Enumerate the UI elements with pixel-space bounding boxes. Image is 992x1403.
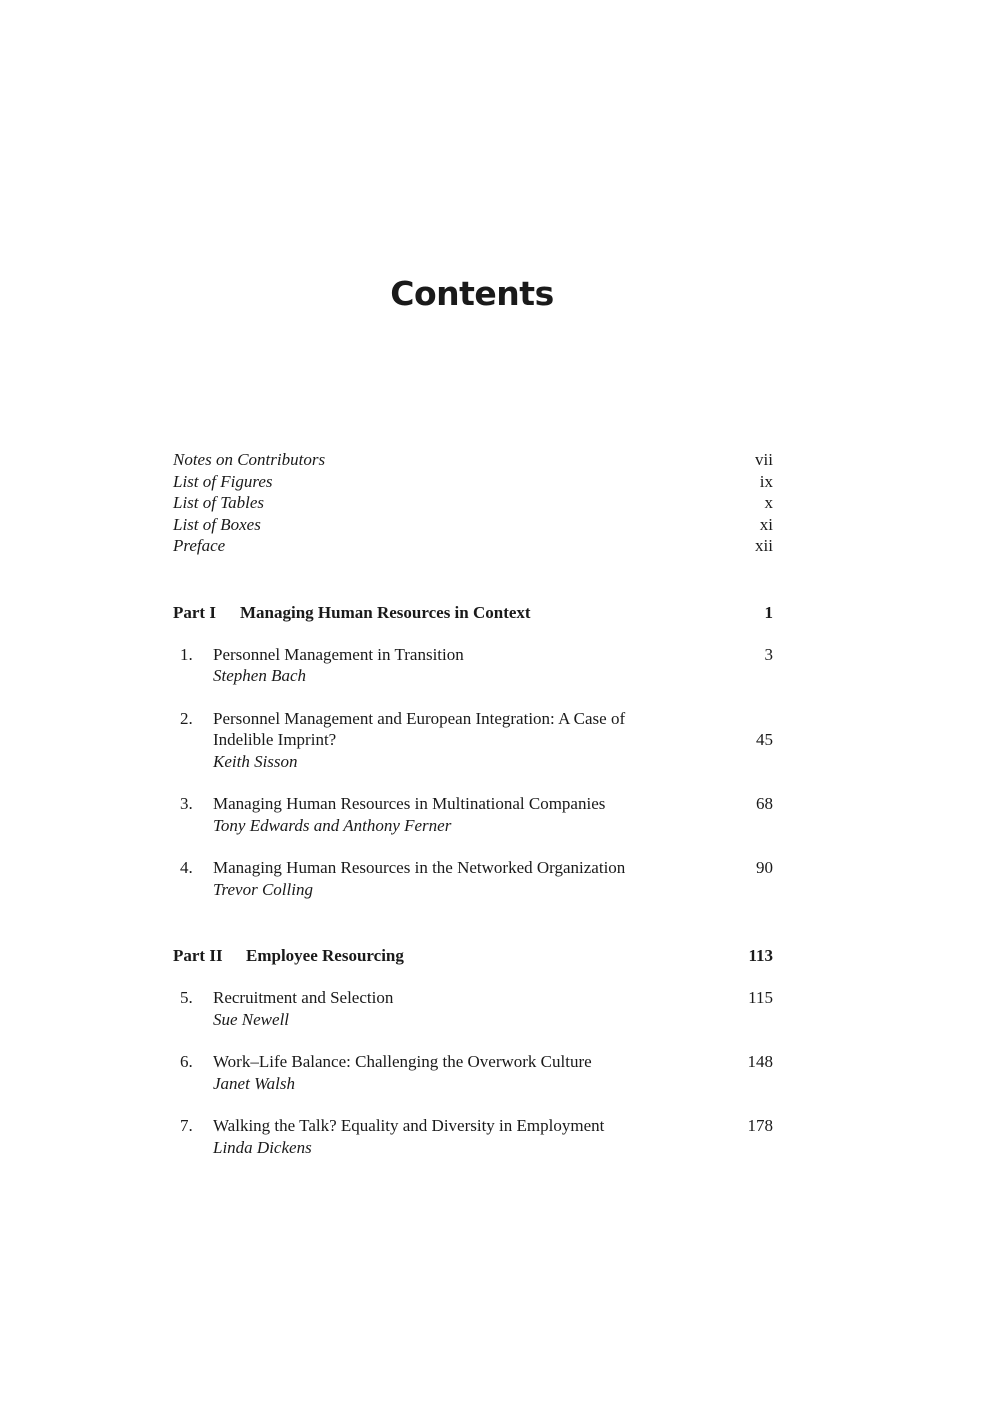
- chapter-author: Linda Dickens: [213, 1137, 312, 1157]
- front-matter-item[interactable]: [173, 449, 773, 471]
- chapter-title: Work–Life Balance: Challenging the Overwork Culture: [213, 1052, 592, 1071]
- front-matter-item[interactable]: [173, 492, 773, 514]
- front-matter-label: Preface: [173, 536, 226, 555]
- front-matter-item[interactable]: [173, 535, 773, 557]
- chapter-number: 5.: [180, 988, 193, 1007]
- chapter-page: 115: [748, 988, 773, 1007]
- part-title: Employee Resourcing: [246, 946, 404, 965]
- chapter-page: 148: [747, 1052, 773, 1071]
- chapter-entry[interactable]: [173, 857, 773, 900]
- chapter-title: Personnel Management in Transition: [213, 644, 464, 664]
- part-heading-1[interactable]: [173, 600, 773, 625]
- front-matter-label: List of Tables: [173, 493, 265, 512]
- chapter-entry[interactable]: [173, 1115, 773, 1158]
- part-page: 113: [748, 946, 773, 965]
- chapter-title: Managing Human Resources in the Networked Organization: [213, 858, 626, 877]
- chapter-number: 4.: [180, 858, 193, 877]
- chapter-entry[interactable]: [173, 987, 773, 1030]
- chapter-author: Sue Newell: [213, 1009, 290, 1029]
- front-matter-page: ix: [759, 471, 773, 491]
- front-matter-page: xi: [759, 514, 773, 534]
- chapter-entry[interactable]: [173, 1051, 773, 1094]
- part-heading-2[interactable]: [173, 943, 773, 968]
- chapter-title: Walking the Talk? Equality and Diversity in Employment: [213, 1116, 605, 1135]
- page-title: Contents: [390, 274, 554, 313]
- chapter-number: 7.: [180, 1116, 193, 1135]
- chapter-page: 178: [747, 1116, 773, 1135]
- chapter-author: Stephen Bach: [213, 666, 306, 685]
- chapter-author: Tony Edwards and Anthony Ferner: [213, 815, 452, 835]
- table-of-contents: [173, 449, 773, 1158]
- front-matter-item[interactable]: [173, 471, 773, 493]
- front-matter-item[interactable]: [173, 514, 773, 536]
- chapter-number: 1.: [180, 644, 193, 664]
- front-matter-list: [173, 449, 773, 557]
- chapter-entry[interactable]: [173, 644, 773, 687]
- chapter-page: 3: [764, 644, 773, 664]
- front-matter-page: xii: [755, 536, 773, 555]
- front-matter-label: List of Figures: [173, 471, 273, 491]
- chapter-page: 90: [756, 858, 773, 877]
- chapter-number: 6.: [180, 1052, 193, 1071]
- part-number: Part II: [173, 946, 223, 965]
- chapter-page: 45: [756, 730, 773, 749]
- chapter-title: Recruitment and Selection: [213, 988, 394, 1007]
- chapter-entry[interactable]: [173, 793, 773, 836]
- chapter-number: 3.: [180, 794, 193, 813]
- chapter-title-line: Personnel Management and European Integration: A Case of: [213, 708, 626, 728]
- chapter-title: Managing Human Resources in Multinational Companies: [213, 794, 606, 813]
- chapter-title-line: Indelible Imprint?: [213, 730, 337, 749]
- part-title: Managing Human Resources in Context: [240, 602, 531, 622]
- front-matter-label: List of Boxes: [173, 514, 261, 534]
- front-matter-page: vii: [755, 450, 773, 469]
- chapter-page: 68: [756, 794, 773, 813]
- front-matter-label: Notes on Contributors: [173, 450, 326, 469]
- part-page: 1: [764, 602, 773, 622]
- chapter-author: Trevor Colling: [213, 879, 313, 899]
- chapter-author: Janet Walsh: [213, 1073, 296, 1093]
- chapter-number: 2.: [180, 708, 193, 728]
- front-matter-page: x: [764, 493, 773, 512]
- part-number: Part I: [173, 602, 216, 622]
- chapter-author: Keith Sisson: [213, 751, 298, 771]
- chapter-entry[interactable]: [173, 708, 773, 773]
